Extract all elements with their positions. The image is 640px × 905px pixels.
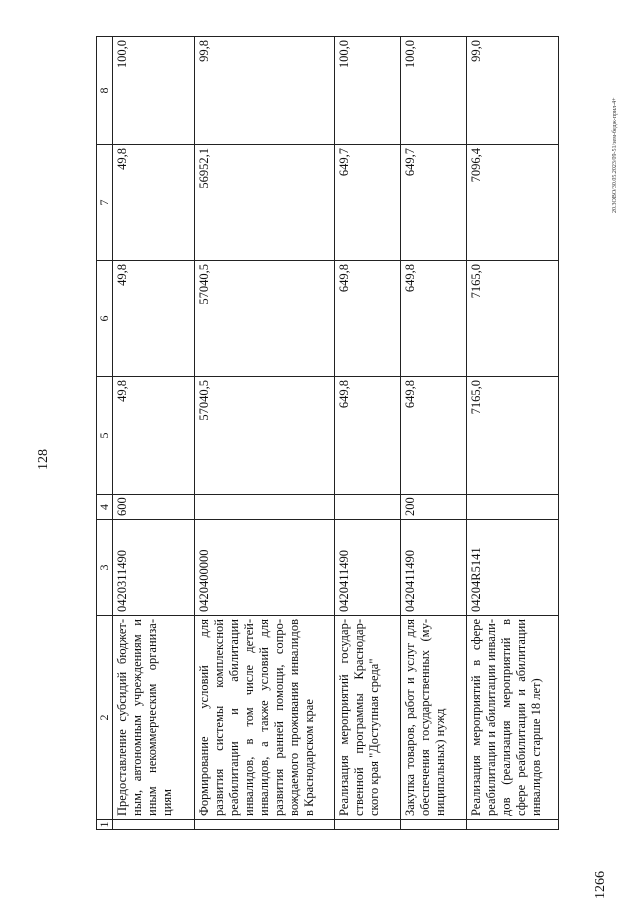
- row-value-8: 100,0: [113, 37, 195, 145]
- row-value-7: 49,8: [113, 145, 195, 261]
- row-value-5: 49,8: [113, 377, 195, 495]
- header-cell: 6: [97, 261, 113, 377]
- row-name-cell: Реализация мероприятий в сфере реабилитации и абилитации инвали-дов (реализация мероприятий в сфере реабилитации и абилитации инвалидов старше 18 лет): [467, 616, 559, 820]
- row-csr-cell: 0420411490: [335, 520, 401, 616]
- table-row: [335, 37, 401, 830]
- header-cell: 3: [97, 520, 113, 616]
- table-row: [401, 37, 467, 830]
- row-value-7: 649,7: [335, 145, 401, 261]
- table-header-row: [97, 37, 113, 830]
- row-number-cell: [335, 820, 401, 830]
- header-cell: 1: [97, 821, 111, 828]
- row-value-7: 7096,4: [467, 145, 559, 261]
- row-value-5: 57040,5: [195, 377, 335, 495]
- row-name-cell: Предоставление субсидий бюджет-ным, автономным учреждениям и иным некоммерческим организа-циям: [113, 616, 195, 820]
- header-cell: 4: [97, 495, 113, 520]
- row-name-cell: Реализация мероприятий государ-ственной программы Краснодар-ского края "Доступная среда": [335, 616, 401, 820]
- row-value-5: 649,8: [335, 377, 401, 495]
- row-vr-cell: 200: [401, 495, 467, 520]
- header-cell: 5: [97, 377, 113, 495]
- row-value-8: 99,8: [195, 37, 335, 145]
- row-vr-cell: 600: [113, 495, 195, 520]
- row-number-cell: [401, 820, 467, 830]
- row-value-8: 100,0: [335, 37, 401, 145]
- table-row: [195, 37, 335, 830]
- row-csr-cell: 0420411490: [401, 520, 467, 616]
- header-cell: 8: [97, 37, 113, 145]
- header-cell: 2: [97, 616, 113, 820]
- table-row: [113, 37, 195, 830]
- row-vr-cell: [467, 495, 559, 520]
- page-number-bottom: 1266: [593, 871, 608, 899]
- row-csr-cell: 04204R5141: [467, 520, 559, 616]
- row-vr-cell: [335, 495, 401, 520]
- header-cell: 7: [97, 145, 113, 261]
- row-number-cell: [467, 820, 559, 830]
- row-csr-cell: 0420311490: [113, 520, 195, 616]
- row-value-7: 649,7: [401, 145, 467, 261]
- row-value-6: 57040,5: [195, 261, 335, 377]
- row-number-cell: [113, 820, 195, 830]
- page-number-top: 128: [36, 449, 51, 470]
- row-value-6: 649,8: [335, 261, 401, 377]
- row-value-6: 649,8: [401, 261, 467, 377]
- row-value-7: 56952,1: [195, 145, 335, 261]
- row-name-cell: Формирование условий для развития системы комплексной реабилитации и абилитации инвалидов, в том числе детей-инвалидов, а также условий для развития ранней помощи, сопро-вождаемого проживания инвалидов в Краснодарском крае: [195, 616, 335, 820]
- table-row: [467, 37, 559, 830]
- row-value-6: 49,8: [113, 261, 195, 377]
- row-number-cell: [195, 820, 335, 830]
- row-csr-cell: 0420400000: [195, 520, 335, 616]
- row-vr-cell: [195, 495, 335, 520]
- row-value-5: 7165,0: [467, 377, 559, 495]
- row-value-8: 100,0: [401, 37, 467, 145]
- row-name-cell: Закупка товаров, работ и услуг для обеспечения государственных (му-ниципальных) нужд: [401, 616, 467, 820]
- budget-table: [96, 36, 559, 830]
- row-value-6: 7165,0: [467, 261, 559, 377]
- row-value-5: 649,8: [401, 377, 467, 495]
- row-value-8: 99,0: [467, 37, 559, 145]
- side-code: 20.3ОВО/30.05.2023/09-51/зем-бедж-прил-4+: [612, 97, 618, 213]
